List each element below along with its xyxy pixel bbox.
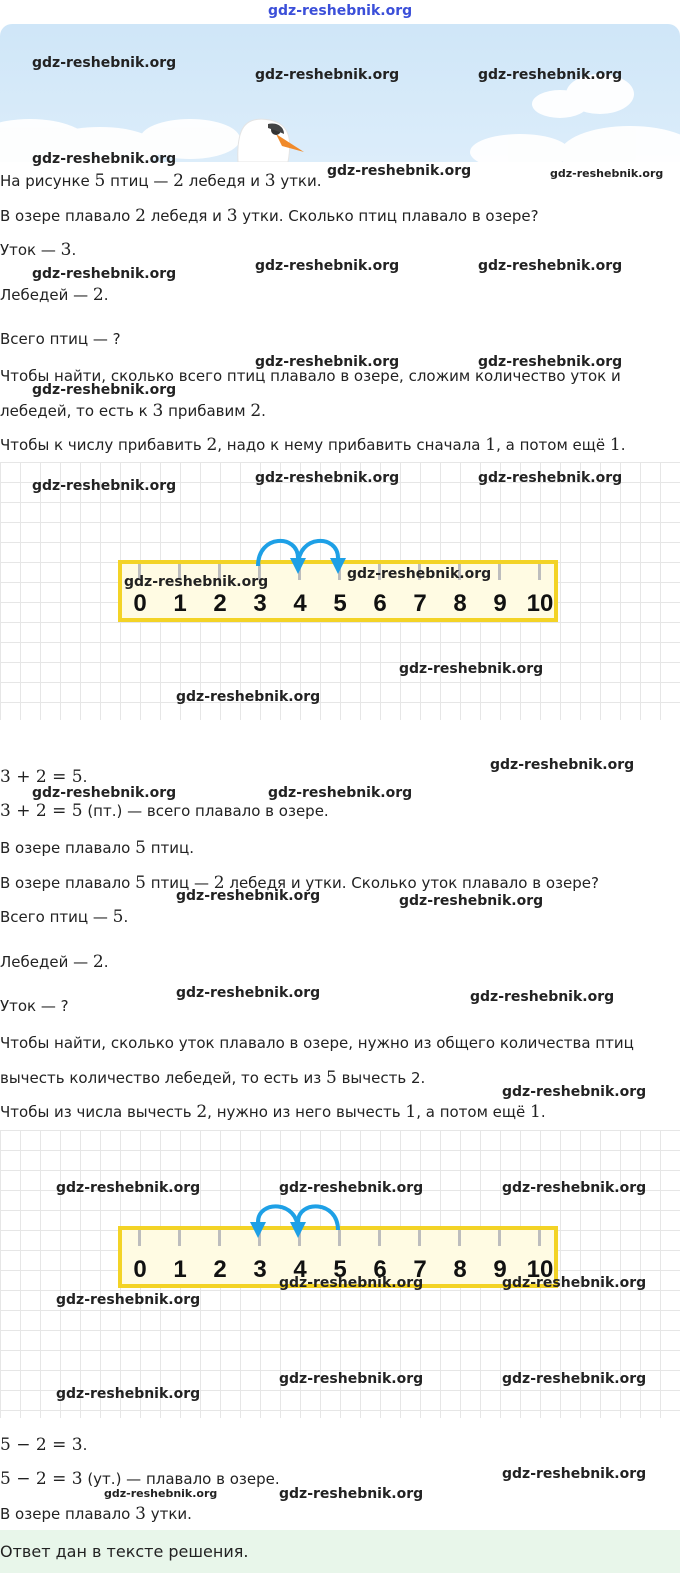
watermark: gdz-reshebnik.org xyxy=(550,167,664,180)
watermark: gdz-reshebnik.org xyxy=(176,985,321,1001)
number-label: 0 xyxy=(133,590,147,617)
number-label: 3 xyxy=(253,1256,267,1283)
text-line: лебедей, то есть к 3 прибавим 2. xyxy=(0,401,266,421)
watermark: gdz-reshebnik.org xyxy=(255,258,400,274)
watermark: gdz-reshebnik.org xyxy=(279,1486,424,1502)
watermark: gdz-reshebnik.org xyxy=(56,1292,201,1308)
text-line: Уток — 3. xyxy=(0,240,77,260)
clouds xyxy=(0,74,680,162)
number-label: 4 xyxy=(293,1256,307,1283)
watermark: gdz-reshebnik.org xyxy=(502,1371,647,1387)
watermark: gdz-reshebnik.org xyxy=(56,1386,201,1402)
number-label: 2 xyxy=(213,1256,227,1283)
watermark: gdz-reshebnik.org xyxy=(478,470,623,486)
number-label: 5 xyxy=(333,1256,347,1283)
watermark: gdz-reshebnik.org xyxy=(470,989,615,1005)
number-label: 7 xyxy=(413,590,427,617)
watermark: gdz-reshebnik.org xyxy=(399,661,544,677)
watermark: gdz-reshebnik.org xyxy=(502,1275,647,1291)
number-line-figure-addition xyxy=(0,462,680,720)
equation-line: 5 − 2 = 3. xyxy=(0,1435,88,1455)
watermark: gdz-reshebnik.org xyxy=(255,67,400,83)
watermark: gdz-reshebnik.org xyxy=(32,55,177,71)
hero-banner xyxy=(0,24,680,162)
equation-line: 5 − 2 = 3 (ут.) — плавало в озере. xyxy=(0,1469,280,1489)
watermark: gdz-reshebnik.org xyxy=(32,382,177,398)
watermark: gdz-reshebnik.org xyxy=(56,1180,201,1196)
number-label: 1 xyxy=(173,1256,187,1283)
text-line: Чтобы найти, сколько всего птиц плавало в озере, сложим количество уток и xyxy=(0,367,621,385)
swan-icon xyxy=(238,119,304,162)
watermark: gdz-reshebnik.org xyxy=(478,258,623,274)
number-label: 5 xyxy=(333,590,347,617)
number-line-figure-subtraction xyxy=(0,1130,680,1418)
number-label: 0 xyxy=(133,1256,147,1283)
watermark: gdz-reshebnik.org xyxy=(176,888,321,904)
watermark: gdz-reshebnik.org xyxy=(490,757,635,773)
watermark: gdz-reshebnik.org xyxy=(399,893,544,909)
number-label: 10 xyxy=(526,1256,554,1283)
watermark: gdz-reshebnik.org xyxy=(279,1371,424,1387)
number-label: 7 xyxy=(413,1256,427,1283)
number-label: 8 xyxy=(453,1256,467,1283)
text-line: Уток — ? xyxy=(0,997,69,1015)
watermark: gdz-reshebnik.org xyxy=(268,785,413,801)
text-line: В озере плавало 2 лебедя и 3 утки. Сколько птиц плавало в озере? xyxy=(0,206,539,226)
text-line: В озере плавало 5 птиц. xyxy=(0,838,194,858)
watermark: gdz-reshebnik.org xyxy=(478,354,623,370)
watermark: gdz-reshebnik.org xyxy=(327,163,472,179)
watermark: gdz-reshebnik.org xyxy=(176,689,321,705)
text-line: Чтобы к числу прибавить 2, надо к нему прибавить сначала 1, а потом ещё 1. xyxy=(0,435,626,455)
watermark: gdz-reshebnik.org xyxy=(124,574,269,590)
number-label: 6 xyxy=(373,590,387,617)
text-line: В озере плавало 3 утки. xyxy=(0,1504,192,1524)
number-label: 8 xyxy=(453,590,467,617)
number-label: 6 xyxy=(373,1256,387,1283)
top-watermark: gdz-reshebnik.org xyxy=(268,3,413,19)
equation-line: 3 + 2 = 5 (пт.) — всего плавало в озере. xyxy=(0,801,329,821)
answer-box xyxy=(0,1530,680,1573)
equation-line: 3 + 2 = 5. xyxy=(0,767,88,787)
text-line: вычесть количество лебедей, то есть из 5 вычесть 2. xyxy=(0,1068,426,1088)
watermark: gdz-reshebnik.org xyxy=(502,1084,647,1100)
number-label: 3 xyxy=(253,590,267,617)
watermark: gdz-reshebnik.org xyxy=(279,1180,424,1196)
watermark: gdz-reshebnik.org xyxy=(347,566,492,582)
watermark: gdz-reshebnik.org xyxy=(478,67,623,83)
text-line: Чтобы из числа вычесть 2, нужно из него вычесть 1, а потом ещё 1. xyxy=(0,1102,546,1122)
watermark: gdz-reshebnik.org xyxy=(32,266,177,282)
watermark: gdz-reshebnik.org xyxy=(502,1180,647,1196)
number-label: 9 xyxy=(493,1256,507,1283)
watermark: gdz-reshebnik.org xyxy=(255,470,400,486)
number-label: 2 xyxy=(213,590,227,617)
text-line: На рисунке 5 птиц — 2 лебедя и 3 утки. xyxy=(0,171,322,191)
watermark: gdz-reshebnik.org xyxy=(104,1487,218,1500)
number-label: 4 xyxy=(293,590,307,617)
number-label: 10 xyxy=(526,590,554,617)
watermark: gdz-reshebnik.org xyxy=(32,478,177,494)
watermark: gdz-reshebnik.org xyxy=(502,1466,647,1482)
hero-illustration xyxy=(0,24,680,162)
number-label: 9 xyxy=(493,590,507,617)
answer-text: Ответ дан в тексте решения. xyxy=(0,1542,249,1561)
watermark: gdz-reshebnik.org xyxy=(32,151,177,167)
text-line: Лебедей — 2. xyxy=(0,285,109,305)
text-line: В озере плавало 5 птиц — 2 лебедя и утки. Сколько уток плавало в озере? xyxy=(0,873,599,893)
text-line: Всего птиц — 5. xyxy=(0,907,129,927)
text-line: Чтобы найти, сколько уток плавало в озере, нужно из общего количества птиц xyxy=(0,1034,634,1052)
text-line: Всего птиц — ? xyxy=(0,330,121,348)
number-label: 1 xyxy=(173,590,187,617)
watermark: gdz-reshebnik.org xyxy=(279,1275,424,1291)
watermark: gdz-reshebnik.org xyxy=(32,785,177,801)
jump-arrows-forward xyxy=(0,462,680,720)
watermark: gdz-reshebnik.org xyxy=(255,354,400,370)
text-line: Лебедей — 2. xyxy=(0,952,109,972)
